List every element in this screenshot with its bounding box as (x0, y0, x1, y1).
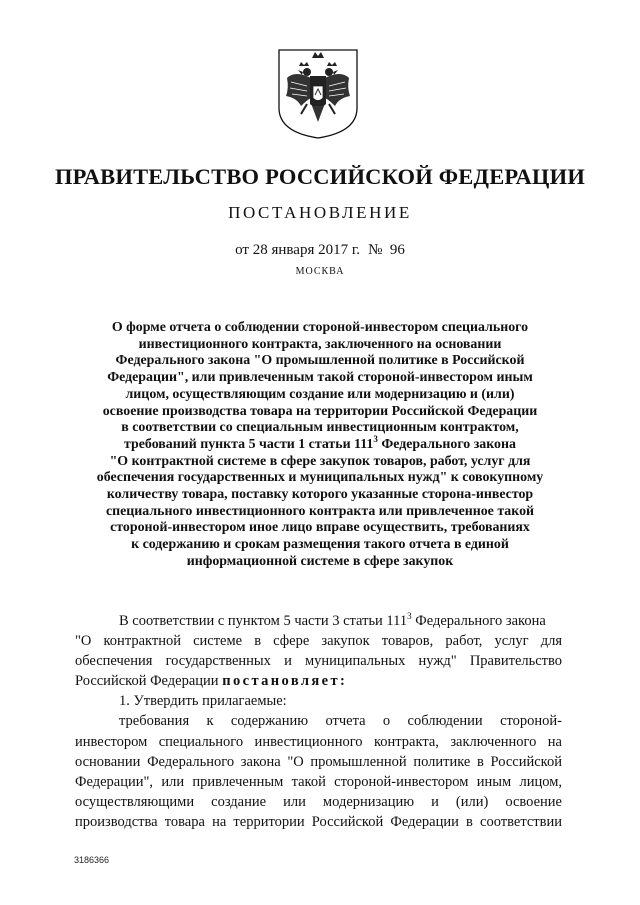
list-item: 1. Утвердить прилагаемые: (119, 693, 287, 710)
superscript: 3 (373, 433, 378, 444)
resolves-verb: постановляет (222, 673, 341, 690)
body-line: производства товара на территории Российской Федерации в соответствии (75, 813, 562, 830)
title-line: Федерального закона "О промышленной политике в Российской (115, 353, 525, 369)
title-line: О форме отчета о соблюдении стороной-инвестором специального (111, 320, 529, 335)
body-line: инвестором специального инвестиционного контракта, заключенного на (75, 733, 562, 750)
document-number: 96 (389, 242, 405, 258)
number-sign: № (368, 242, 383, 258)
title-line: информационной системе в сфере закупок (186, 553, 454, 569)
document-type: ПОСТАНОВЛЕНИЕ (228, 203, 412, 222)
body-line: осуществляющими создание или модернизацию и (или) освоение (75, 793, 562, 810)
document-body (75, 611, 562, 832)
body-line: "О контрактной системе в сфере закупок товаров, работ, услуг для (75, 633, 562, 650)
title-line (70, 433, 570, 454)
title-line: специального инвестиционного контракта или привлеченное такой (105, 503, 535, 519)
title-line: стороной-инвестором иное лицо вправе осуществить, требованиях (110, 520, 530, 536)
body-line: обеспечения государственных и муниципальных нужд" Правительство (75, 653, 562, 670)
body-line: Федерации", или привлеченным такой стороной-инвестором иным лицом, (75, 773, 562, 790)
title-line: лицом, осуществляющим создание или модернизацию и (или) (125, 386, 515, 402)
title-line-text: требований пункта 5 части 1 статьи 111 (124, 436, 374, 452)
title-line: количеству товара, поставку которого указанные сторона-инвестор (106, 487, 534, 503)
colon: : (340, 673, 345, 690)
title-line: освоение производства товара на территории Российской Федерации (102, 403, 538, 419)
organization-name: ПРАВИТЕЛЬСТВО РОССИЙСКОЙ ФЕДЕРАЦИИ (54, 164, 586, 189)
superscript: 3 (407, 611, 412, 621)
city: МОСКВА (295, 266, 345, 277)
body-text: Федерального закона (411, 613, 546, 629)
title-line: обеспечения государственных и муниципальных нужд" к совокупному (96, 470, 544, 486)
document-date: от 28 января 2017 г. (235, 242, 361, 258)
body-text: Российской Федерации (75, 673, 223, 690)
title-line: к содержанию и срокам размещения такого отчета в единой (131, 537, 509, 553)
document-code: 3186366 (74, 855, 110, 865)
title-line: в соответствии со специальным инвестиционным контрактом, (121, 420, 519, 436)
coat-of-arms-icon (277, 48, 359, 140)
document-title (70, 320, 570, 571)
title-line-text: Федерального закона (377, 436, 516, 452)
body-line: требования к содержанию отчета о соблюдении стороной- (119, 713, 562, 730)
date-line (0, 242, 640, 259)
body-line: основании Федерального закона "О промышленной политике в Российской (75, 753, 562, 770)
title-line: инвестиционного контракта, заключенного на основании (138, 336, 502, 352)
body-line (75, 671, 562, 691)
body-line (75, 611, 562, 631)
title-line: "О контрактной системе в сфере закупок товаров, работ, услуг для (109, 453, 531, 469)
body-text: В соответствии с пунктом 5 части 3 статьи 111 (119, 613, 408, 629)
title-line: Федерации", или привлеченным такой стороной-инвестором иным (107, 370, 533, 386)
